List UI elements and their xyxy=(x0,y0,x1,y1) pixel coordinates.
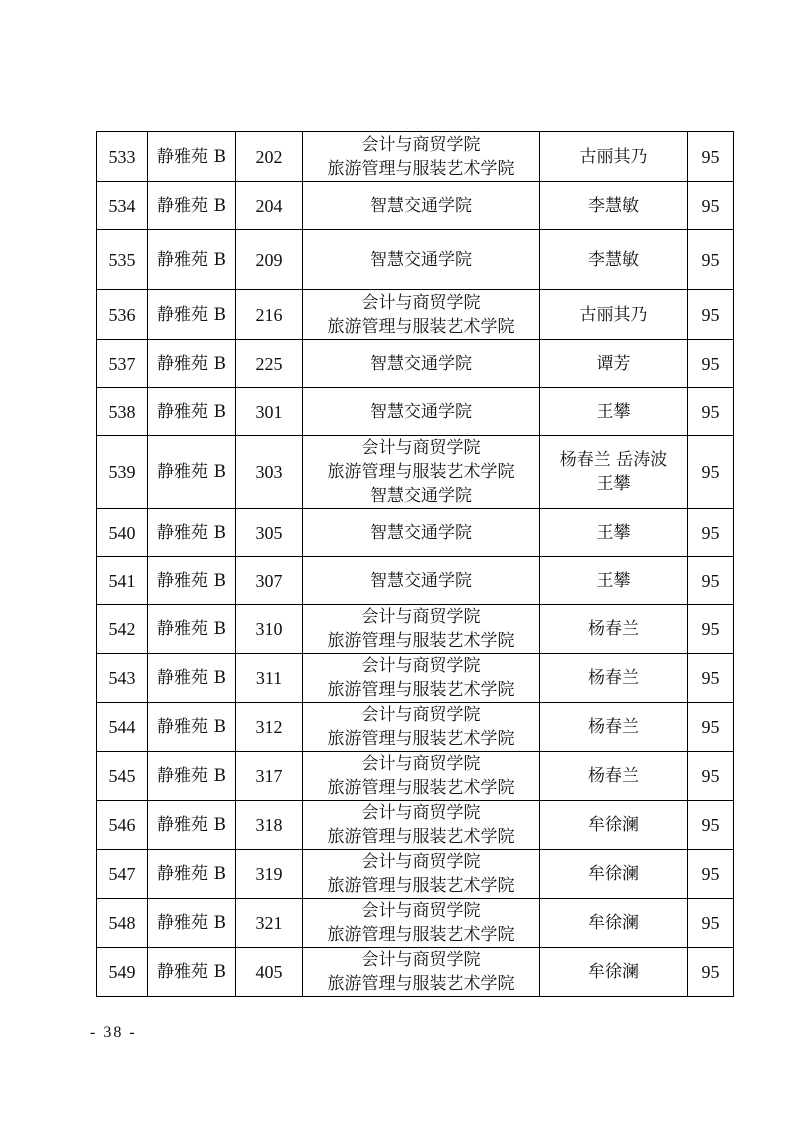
score-cell: 95 xyxy=(688,230,734,290)
college-cell-line: 智慧交通学院 xyxy=(370,249,472,270)
building-cell: 静雅苑 B xyxy=(148,290,236,340)
person-cell-line: 王攀 xyxy=(596,522,631,543)
person-cell-line: 牟徐澜 xyxy=(588,815,639,835)
person-cell-line: 王攀 xyxy=(596,474,631,494)
college-cell xyxy=(303,340,540,388)
building-cell: 静雅苑 B xyxy=(148,801,236,850)
person-cell-line: 牟徐澜 xyxy=(588,913,639,933)
table-row xyxy=(97,605,734,654)
score-cell: 95 xyxy=(688,899,734,948)
person-cell xyxy=(540,801,688,850)
person-cell-line: 谭芳 xyxy=(596,353,631,374)
person-cell xyxy=(540,948,688,997)
person-cell-line: 王攀 xyxy=(596,401,631,422)
college-cell-line: 会计与商贸学院 xyxy=(361,438,481,458)
college-cell-line: 旅游管理与服装艺术学院 xyxy=(327,729,515,749)
table-row xyxy=(97,654,734,703)
person-cell-line: 王攀 xyxy=(596,570,631,591)
person-cell-line: 杨春兰 xyxy=(588,766,639,786)
person-cell xyxy=(540,290,688,340)
dormitory-table-container xyxy=(96,131,733,997)
person-cell xyxy=(540,899,688,948)
room-cell: 225 xyxy=(236,340,303,388)
building-cell: 静雅苑 B xyxy=(148,388,236,436)
person-cell xyxy=(540,557,688,605)
college-cell-line: 旅游管理与服装艺术学院 xyxy=(327,158,515,179)
college-cell-line: 旅游管理与服装艺术学院 xyxy=(327,827,515,847)
table-row xyxy=(97,340,734,388)
dormitory-score-table xyxy=(96,131,734,997)
row-number-cell: 541 xyxy=(97,557,148,605)
table-row xyxy=(97,557,734,605)
college-cell-line: 智慧交通学院 xyxy=(370,195,472,216)
college-cell-line: 旅游管理与服装艺术学院 xyxy=(327,631,515,651)
room-cell: 310 xyxy=(236,605,303,654)
score-cell: 95 xyxy=(688,509,734,557)
college-cell-line: 旅游管理与服装艺术学院 xyxy=(327,680,515,700)
page-number: - 38 - xyxy=(90,1024,137,1041)
table-row xyxy=(97,752,734,801)
person-cell xyxy=(540,654,688,703)
building-cell: 静雅苑 B xyxy=(148,703,236,752)
score-cell: 95 xyxy=(688,132,734,182)
building-cell: 静雅苑 B xyxy=(148,509,236,557)
table-row xyxy=(97,290,734,340)
college-cell-line: 会计与商贸学院 xyxy=(361,134,481,155)
person-cell xyxy=(540,509,688,557)
college-cell-line: 智慧交通学院 xyxy=(370,522,472,543)
building-cell: 静雅苑 B xyxy=(148,752,236,801)
row-number-cell: 536 xyxy=(97,290,148,340)
college-cell-line: 会计与商贸学院 xyxy=(361,607,481,627)
college-cell-line: 会计与商贸学院 xyxy=(361,705,481,725)
college-cell xyxy=(303,752,540,801)
person-cell-line: 牟徐澜 xyxy=(588,962,639,982)
college-cell-line: 旅游管理与服装艺术学院 xyxy=(327,876,515,896)
person-cell xyxy=(540,850,688,899)
score-cell: 95 xyxy=(688,182,734,230)
building-cell: 静雅苑 B xyxy=(148,605,236,654)
person-cell-line: 古丽其乃 xyxy=(579,304,648,325)
college-cell xyxy=(303,388,540,436)
room-cell: 318 xyxy=(236,801,303,850)
person-cell-line: 李慧敏 xyxy=(588,249,639,270)
person-cell-line: 杨春兰 岳涛波 xyxy=(559,450,668,470)
table-row xyxy=(97,948,734,997)
college-cell xyxy=(303,605,540,654)
person-cell-line: 古丽其乃 xyxy=(579,146,648,167)
person-cell xyxy=(540,182,688,230)
room-cell: 405 xyxy=(236,948,303,997)
score-cell: 95 xyxy=(688,752,734,801)
score-cell: 95 xyxy=(688,340,734,388)
room-cell: 202 xyxy=(236,132,303,182)
college-cell-line: 旅游管理与服装艺术学院 xyxy=(327,462,515,482)
score-cell: 95 xyxy=(688,436,734,509)
college-cell xyxy=(303,703,540,752)
score-cell: 95 xyxy=(688,948,734,997)
score-cell: 95 xyxy=(688,557,734,605)
room-cell: 209 xyxy=(236,230,303,290)
college-cell xyxy=(303,436,540,509)
college-cell xyxy=(303,801,540,850)
college-cell xyxy=(303,230,540,290)
row-number-cell: 538 xyxy=(97,388,148,436)
room-cell: 301 xyxy=(236,388,303,436)
score-cell: 95 xyxy=(688,801,734,850)
row-number-cell: 534 xyxy=(97,182,148,230)
college-cell xyxy=(303,948,540,997)
room-cell: 319 xyxy=(236,850,303,899)
college-cell xyxy=(303,182,540,230)
row-number-cell: 533 xyxy=(97,132,148,182)
person-cell-line: 牟徐澜 xyxy=(588,864,639,884)
row-number-cell: 546 xyxy=(97,801,148,850)
college-cell xyxy=(303,654,540,703)
college-cell-line: 智慧交通学院 xyxy=(370,401,472,422)
table-row xyxy=(97,132,734,182)
person-cell xyxy=(540,605,688,654)
college-cell-line: 旅游管理与服装艺术学院 xyxy=(327,778,515,798)
table-row xyxy=(97,899,734,948)
college-cell-line: 会计与商贸学院 xyxy=(361,901,481,921)
row-number-cell: 547 xyxy=(97,850,148,899)
person-cell-line: 李慧敏 xyxy=(588,195,639,216)
person-cell-line: 杨春兰 xyxy=(588,668,639,688)
building-cell: 静雅苑 B xyxy=(148,557,236,605)
room-cell: 307 xyxy=(236,557,303,605)
college-cell-line: 会计与商贸学院 xyxy=(361,754,481,774)
person-cell xyxy=(540,703,688,752)
building-cell: 静雅苑 B xyxy=(148,230,236,290)
table-row xyxy=(97,182,734,230)
row-number-cell: 540 xyxy=(97,509,148,557)
table-row xyxy=(97,509,734,557)
table-row xyxy=(97,801,734,850)
college-cell xyxy=(303,290,540,340)
room-cell: 321 xyxy=(236,899,303,948)
college-cell xyxy=(303,132,540,182)
person-cell-line: 杨春兰 xyxy=(588,717,639,737)
person-cell-line: 杨春兰 xyxy=(588,619,639,639)
row-number-cell: 545 xyxy=(97,752,148,801)
row-number-cell: 544 xyxy=(97,703,148,752)
college-cell xyxy=(303,509,540,557)
college-cell-line: 旅游管理与服装艺术学院 xyxy=(327,316,515,337)
person-cell xyxy=(540,230,688,290)
college-cell-line: 会计与商贸学院 xyxy=(361,803,481,823)
person-cell xyxy=(540,340,688,388)
college-cell xyxy=(303,899,540,948)
table-row xyxy=(97,703,734,752)
room-cell: 311 xyxy=(236,654,303,703)
score-cell: 95 xyxy=(688,388,734,436)
table-body xyxy=(97,132,734,997)
building-cell: 静雅苑 B xyxy=(148,654,236,703)
person-cell xyxy=(540,436,688,509)
room-cell: 216 xyxy=(236,290,303,340)
college-cell-line: 旅游管理与服装艺术学院 xyxy=(327,974,515,994)
college-cell-line: 会计与商贸学院 xyxy=(361,656,481,676)
college-cell-line: 智慧交通学院 xyxy=(370,353,472,374)
college-cell xyxy=(303,557,540,605)
college-cell xyxy=(303,850,540,899)
college-cell-line: 智慧交通学院 xyxy=(370,570,472,591)
table-row xyxy=(97,230,734,290)
room-cell: 317 xyxy=(236,752,303,801)
room-cell: 303 xyxy=(236,436,303,509)
building-cell: 静雅苑 B xyxy=(148,899,236,948)
building-cell: 静雅苑 B xyxy=(148,850,236,899)
table-row xyxy=(97,388,734,436)
building-cell: 静雅苑 B xyxy=(148,436,236,509)
score-cell: 95 xyxy=(688,654,734,703)
room-cell: 305 xyxy=(236,509,303,557)
table-row xyxy=(97,436,734,509)
person-cell xyxy=(540,132,688,182)
row-number-cell: 539 xyxy=(97,436,148,509)
score-cell: 95 xyxy=(688,605,734,654)
room-cell: 312 xyxy=(236,703,303,752)
table-row xyxy=(97,850,734,899)
row-number-cell: 535 xyxy=(97,230,148,290)
row-number-cell: 537 xyxy=(97,340,148,388)
building-cell: 静雅苑 B xyxy=(148,132,236,182)
building-cell: 静雅苑 B xyxy=(148,182,236,230)
score-cell: 95 xyxy=(688,290,734,340)
college-cell-line: 旅游管理与服装艺术学院 xyxy=(327,925,515,945)
college-cell-line: 智慧交通学院 xyxy=(370,486,472,506)
building-cell: 静雅苑 B xyxy=(148,948,236,997)
person-cell xyxy=(540,752,688,801)
building-cell: 静雅苑 B xyxy=(148,340,236,388)
row-number-cell: 543 xyxy=(97,654,148,703)
college-cell-line: 会计与商贸学院 xyxy=(361,950,481,970)
row-number-cell: 549 xyxy=(97,948,148,997)
college-cell-line: 会计与商贸学院 xyxy=(361,852,481,872)
row-number-cell: 542 xyxy=(97,605,148,654)
row-number-cell: 548 xyxy=(97,899,148,948)
score-cell: 95 xyxy=(688,850,734,899)
room-cell: 204 xyxy=(236,182,303,230)
score-cell: 95 xyxy=(688,703,734,752)
college-cell-line: 会计与商贸学院 xyxy=(361,292,481,313)
person-cell xyxy=(540,388,688,436)
